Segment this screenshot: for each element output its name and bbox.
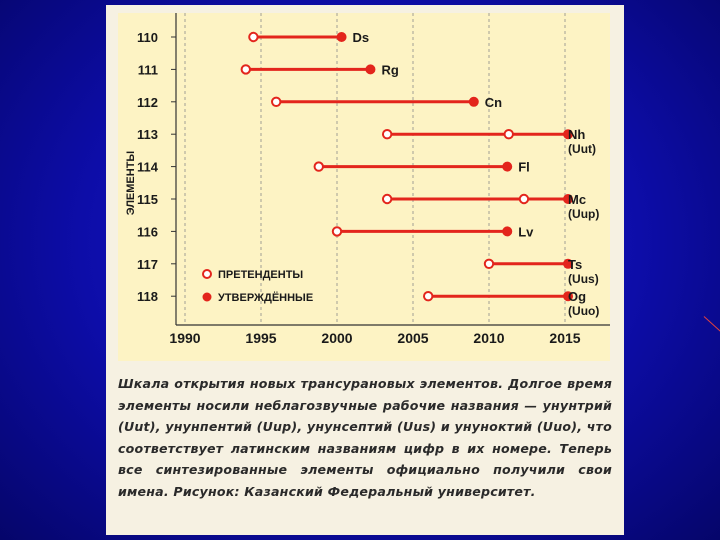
element-symbol-111: Rg bbox=[381, 62, 399, 78]
legend-confirmed-label: УТВЕРЖДЁННЫЕ bbox=[218, 292, 314, 304]
candidate-point-113-1 bbox=[505, 130, 513, 138]
x-tick-label-2000: 2000 bbox=[321, 330, 353, 346]
figure-caption: Шкала открытия новых трансурановых элементов. Долгое время элементы носили неблагозвучные рабочие названия — унунтрий (Uut), унунпентий (Uup), унунсептий (Uus) и унуноктий (Uuo), что соответствует латинским названиям цифр в их номере. Теперь все синтезированные элементы официально получили свои имена. Рисунок: Казанский Федеральный университет. bbox=[118, 376, 612, 499]
element-number-110: 110 bbox=[137, 30, 158, 45]
confirmed-point-110 bbox=[337, 33, 346, 42]
legend-candidate-label: ПРЕТЕНДЕНТЫ bbox=[218, 269, 304, 281]
element-number-116: 116 bbox=[137, 224, 158, 240]
confirmed-point-111 bbox=[366, 65, 375, 74]
element-symbol-116: Lv bbox=[518, 224, 534, 240]
element-symbol-114: Fl bbox=[518, 159, 530, 175]
legend-candidate-marker bbox=[203, 270, 211, 278]
element-number-113: 113 bbox=[137, 127, 158, 143]
element-working-name-113: (Uut) bbox=[568, 142, 597, 157]
element-number-117: 117 bbox=[137, 256, 158, 272]
element-working-name-118: (Uuo) bbox=[568, 304, 600, 319]
element-working-name-117: (Uus) bbox=[568, 271, 599, 286]
element-symbol-110: Ds bbox=[352, 30, 370, 45]
y-axis-label: ЭЛЕМЕНТЫ bbox=[125, 150, 137, 216]
candidate-point-113-0 bbox=[383, 130, 391, 138]
x-tick-label-2005: 2005 bbox=[397, 330, 429, 346]
x-tick-label-2010: 2010 bbox=[473, 330, 505, 346]
confirmed-point-114 bbox=[503, 162, 512, 171]
candidate-point-118-0 bbox=[424, 292, 432, 300]
element-symbol-113: Nh bbox=[568, 127, 586, 143]
element-number-115: 115 bbox=[137, 192, 158, 207]
book-page bbox=[106, 5, 624, 535]
candidate-point-115-0 bbox=[383, 195, 391, 203]
candidate-point-116-0 bbox=[333, 227, 341, 235]
candidate-point-110-0 bbox=[249, 33, 257, 41]
element-symbol-118: Og bbox=[568, 289, 587, 305]
element-number-111: 111 bbox=[137, 62, 158, 78]
element-number-112: 112 bbox=[137, 94, 158, 110]
element-number-114: 114 bbox=[137, 159, 158, 175]
element-symbol-112: Cn bbox=[484, 94, 503, 110]
confirmed-point-112 bbox=[469, 97, 478, 106]
element-symbol-115: Mc bbox=[568, 192, 587, 207]
candidate-point-111-0 bbox=[242, 65, 250, 73]
candidate-point-115-1 bbox=[520, 195, 528, 203]
element-number-118: 118 bbox=[137, 289, 158, 305]
legend-confirmed-marker bbox=[203, 293, 211, 301]
x-tick-label-1995: 1995 bbox=[245, 330, 277, 346]
x-tick-label-2015: 2015 bbox=[549, 330, 581, 346]
element-symbol-117: Ts bbox=[568, 256, 583, 272]
element-working-name-115: (Uup) bbox=[568, 207, 600, 221]
candidate-point-112-0 bbox=[272, 98, 280, 106]
decorative-line bbox=[704, 316, 720, 331]
timeline-chart bbox=[118, 13, 610, 361]
x-tick-label-1990: 1990 bbox=[169, 330, 201, 346]
candidate-point-114-0 bbox=[315, 162, 323, 170]
candidate-point-117-0 bbox=[485, 260, 493, 268]
chart-panel bbox=[118, 13, 610, 361]
confirmed-point-116 bbox=[503, 227, 512, 236]
